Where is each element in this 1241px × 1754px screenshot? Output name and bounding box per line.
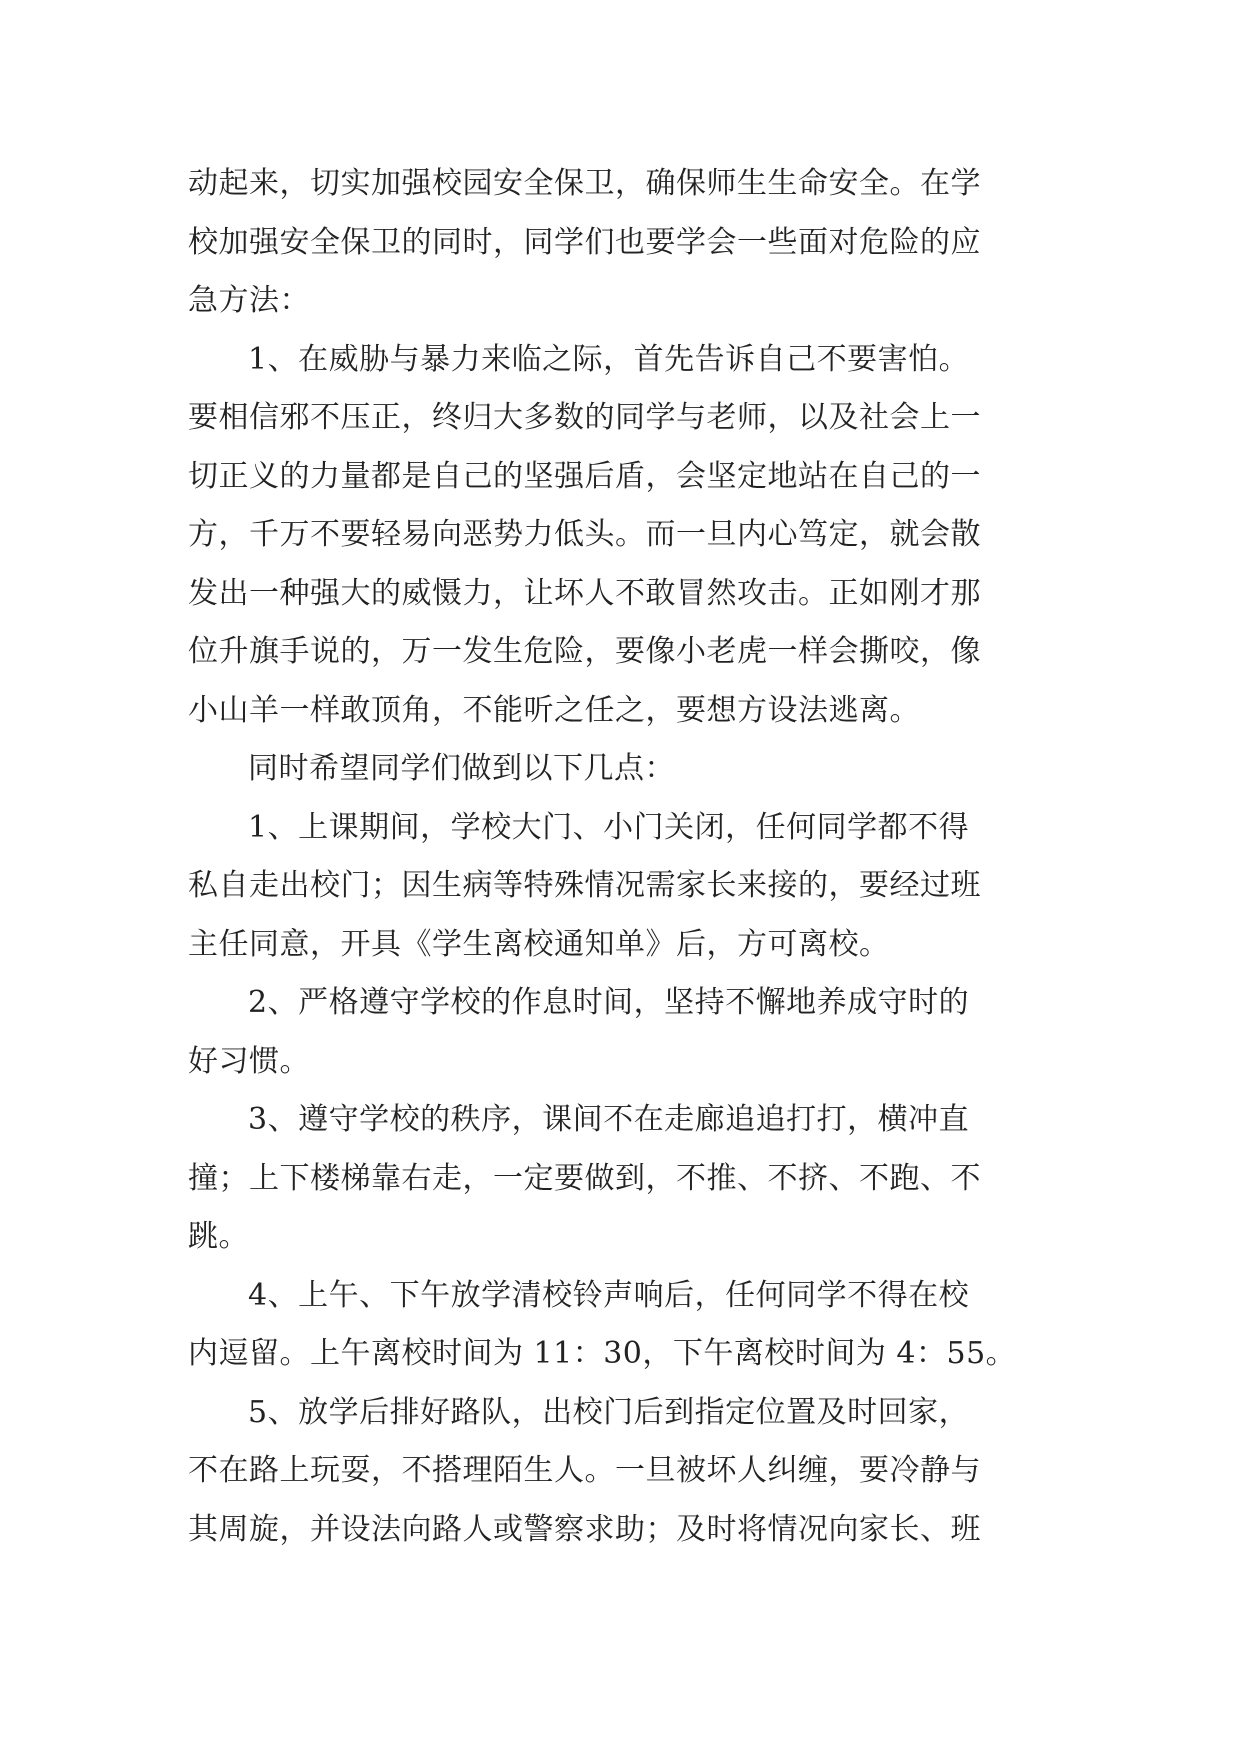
text-line: 要相信邪不压正，终归大多数的同学与老师，以及社会上一 (188, 400, 981, 435)
text-line: 切正义的力量都是自己的坚强后盾，会坚定地站在自己的一 (188, 458, 981, 494)
document-body (188, 155, 1058, 1559)
text-line: 方，千万不要轻易向恶势力低头。而一旦内心笃定，就会散 (188, 517, 981, 552)
text-line: 同时希望同学们做到以下几点： (248, 751, 675, 786)
text-line: 私自走出校门；因生病等特殊情况需家长来接的，要经过班 (188, 868, 981, 903)
text-line: 主任同意，开具《学生离校通知单》后，方可离校。 (188, 926, 890, 962)
text-line: 其周旋，并设法向路人或警察求助；及时将情况向家长、班 (188, 1511, 981, 1547)
text-line: 1、上课期间，学校大门、小门关闭，任何同学都不得 (248, 809, 970, 845)
text-line: 2、严格遵守学校的作息时间，坚持不懈地养成守时的 (248, 985, 970, 1020)
text-line: 校加强安全保卫的同时，同学们也要学会一些面对危险的应 (188, 224, 981, 260)
text-line: 小山羊一样敢顶角，不能听之任之，要想方设法逃离。 (188, 692, 920, 728)
text-line: 4、上午、下午放学清校铃声响后，任何同学不得在校 (248, 1277, 970, 1313)
text-line: 好习惯。 (188, 1043, 310, 1079)
text-line: 发出一种强大的威慑力，让坏人不敢冒然攻击。正如刚才那 (188, 575, 981, 611)
text-line: 3、遵守学校的秩序，课间不在走廊追追打打，横冲直 (248, 1102, 970, 1137)
text-line: 急方法： (188, 283, 310, 318)
text-line: 1、在威胁与暴力来临之际，首先告诉自己不要害怕。 (248, 341, 970, 377)
text-line: 内逗留。上午离校时间为 11：30，下午离校时间为 4：55。 (188, 1336, 1017, 1371)
text-line: 不在路上玩耍，不搭理陌生人。一旦被坏人纠缠，要冷静与 (188, 1453, 981, 1488)
text-line: 跳。 (188, 1219, 249, 1254)
text-line: 5、放学后排好路队，出校门后到指定位置及时回家， (248, 1394, 970, 1430)
text-line: 撞；上下楼梯靠右走，一定要做到，不推、不挤、不跑、不 (188, 1160, 981, 1196)
text-line: 动起来，切实加强校园安全保卫，确保师生生命安全。在学 (188, 166, 981, 201)
text-line: 位升旗手说的，万一发生危险，要像小老虎一样会撕咬，像 (188, 634, 981, 669)
